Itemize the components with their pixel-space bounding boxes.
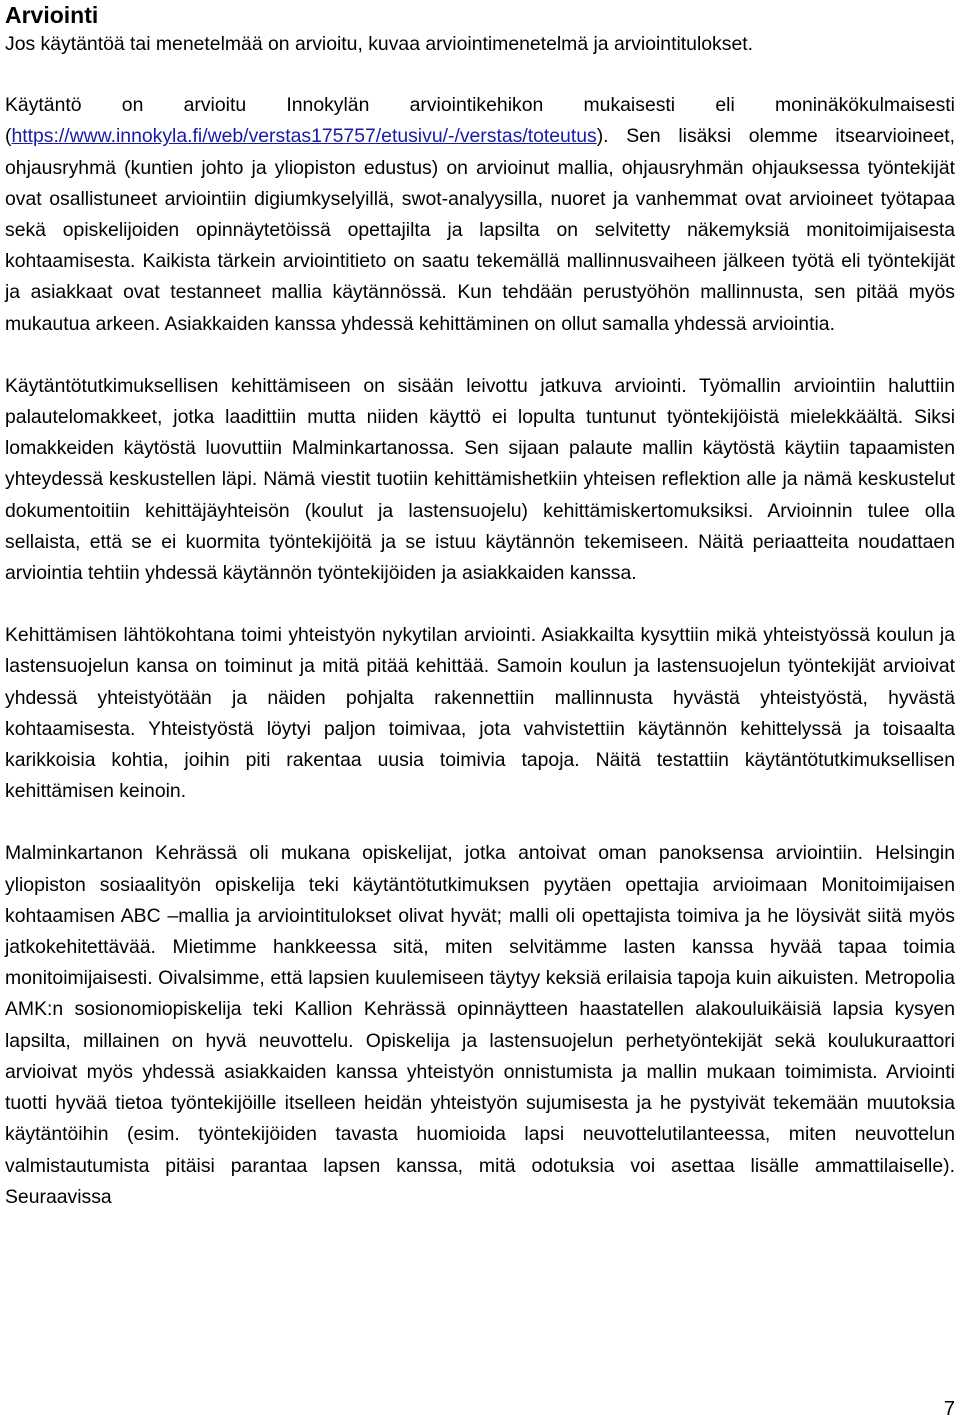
paragraph-1-body: ). Sen lisäksi olemme itsearvioineet, ohjausryhmä (kuntien johto ja yliopiston edustus) on arvioinut mallia, ohjausryhmän ohjauksessa työntekijät ovat osallistuneet arviointiin digiumkyselyillä, swot-analyysilla, nuoret ja vanhemmat ovat arvioineet työtapaa sekä opiskelijoiden opinnäytetöissä opettajilta ja lapsilta on selvitetty näkemyksiä monitoimijaisesta kohtaamisesta. Kaikista tärkein arviointitieto on saatu tekemällä mallinnusvaiheen jälkeen työtä eli työntekijät ja asiakkaat ovat testanneet mallia käytännössä. Kun tehdään perustyöhön mallinnusta, sen pitää myös mukautua arkeen. Asiakkaiden kanssa yhdessä kehittäminen on ollut samalla yhdessä arviointia. bbox=[5, 125, 955, 335]
innokyla-link[interactable]: https://www.innokyla.fi/web/verstas175757/etusivu/-/verstas/toteutus bbox=[11, 125, 597, 148]
section-heading: Arviointi bbox=[5, 2, 99, 28]
paragraph-3: Kehittämisen lähtökohtana toimi yhteistyön nykytilan arviointi. Asiakkailta kysyttiin mikä yhteistyössä koulun ja lastensuojelun kansa on toiminut ja mitä pitää kehittää. Samoin koulun ja lastensuojelun työntekijät arvioivat yhdessä yhteistyötään ja näiden pohjalta rakennettiin mallinnusta hyvästä yhteistyöstä, hyvästä kohtaamisesta. Yhteistyöstä löytyi paljon toimivaa, jota vahvistettiin käytännön kehittelyssä ja toisaalta karikkoisia kohtia, joihin piti rakentaa uusia toimivia tapoja. Näitä testattiin käytäntötutkimuksellisen kehittämisen keinoin. bbox=[5, 624, 955, 803]
paragraph-4: Malminkartanon Kehrässä oli mukana opiskelijat, jotka antoivat oman panoksensa arviointiin. Helsingin yliopiston sosiaalityön opiskelija teki käytäntötutkimuksen pyytäen opettajia arvioimaan Monitoimijaisen kohtaamisen ABC –mallia ja arviointitulokset olivat hyvät; malli oli opettajista toimiva ja he löysivät siitä myös jatkokehitettävää. Mietimme hankkeessa sitä, miten selvitämme lasten kanssa hyvää tapaa toimia monitoimijaisesti. Oivalsimme, että lapsien kuulemiseen täytyy keksiä erilaisia tapoja kuin aikuisten. Metropolia AMK:n sosionomiopiskelija teki Kallion Kehrässä opinnäytteen haastatellen alakouluikäisiä lapsia kysyen lapsilta, millainen on hyvä neuvottelu. Opiskelija ja lastensuojelun perhetyöntekijät sekä koulukuraattori arvioivat myös yhdessä asiakkaiden kanssa yhteistyön onnistumista ja mallin mukaan toimimista. Arviointi tuotti hyvää tietoa työntekijöille itselleen heidän yhteistyön sujumisesta ja he pystyivät tekemään muutoksia käytäntöihin (esim. työntekijöiden tavasta huomioida lapsi neuvottelutilanteessa, miten neuvottelun valmistautumista pitäisi parantaa lapsen kanssa, mitä odotuksia voi asettaa lisälle ammattilaiselle). Seuraavissa bbox=[5, 842, 955, 1208]
intro-text: Jos käytäntöä tai menetelmää on arvioitu, kuvaa arviointimenetelmä ja arviointitulokset. bbox=[5, 33, 753, 55]
paragraph-1-lead: Käytäntö on arvioitu Innokylän arviointikehikon mukaisesti eli moninäkökulmaisesti ( bbox=[5, 94, 955, 148]
paragraph-2: Käytäntötutkimuksellisen kehittämiseen on sisään leivottu jatkuva arviointi. Työmallin arviointiin haluttiin palautelomakkeet, jotka laadittiin mutta niiden käyttö ei lopulta tuntunut työntekijöistä mielekkäältä. Siksi lomakkeiden käytöstä luovuttiin Malminkartanossa. Sen sijaan palaute mallin käytöstä käytiin tapaamisten yhteydessä keskustellen läpi. Nämä viestit tuotiin kehittämishetkiin yhteisen reflektion alle ja nämä keskustelut dokumentoitiin kehittäjäyhteisön (koulut ja lastensuojelu) kehittämiskertomuksiksi. Arvioinnin tulee olla sellaista, että se ei kuormita työntekijöitä ja se istuu käytännön tekemiseen. Näitä periaatteita noudattaen arviointia tehtiin yhdessä käytännön työntekijöiden ja asiakkaiden kanssa. bbox=[5, 374, 955, 585]
paragraph-1 bbox=[5, 90, 955, 340]
page-number: 7 bbox=[943, 1398, 955, 1420]
document-page bbox=[5, 0, 955, 1244]
